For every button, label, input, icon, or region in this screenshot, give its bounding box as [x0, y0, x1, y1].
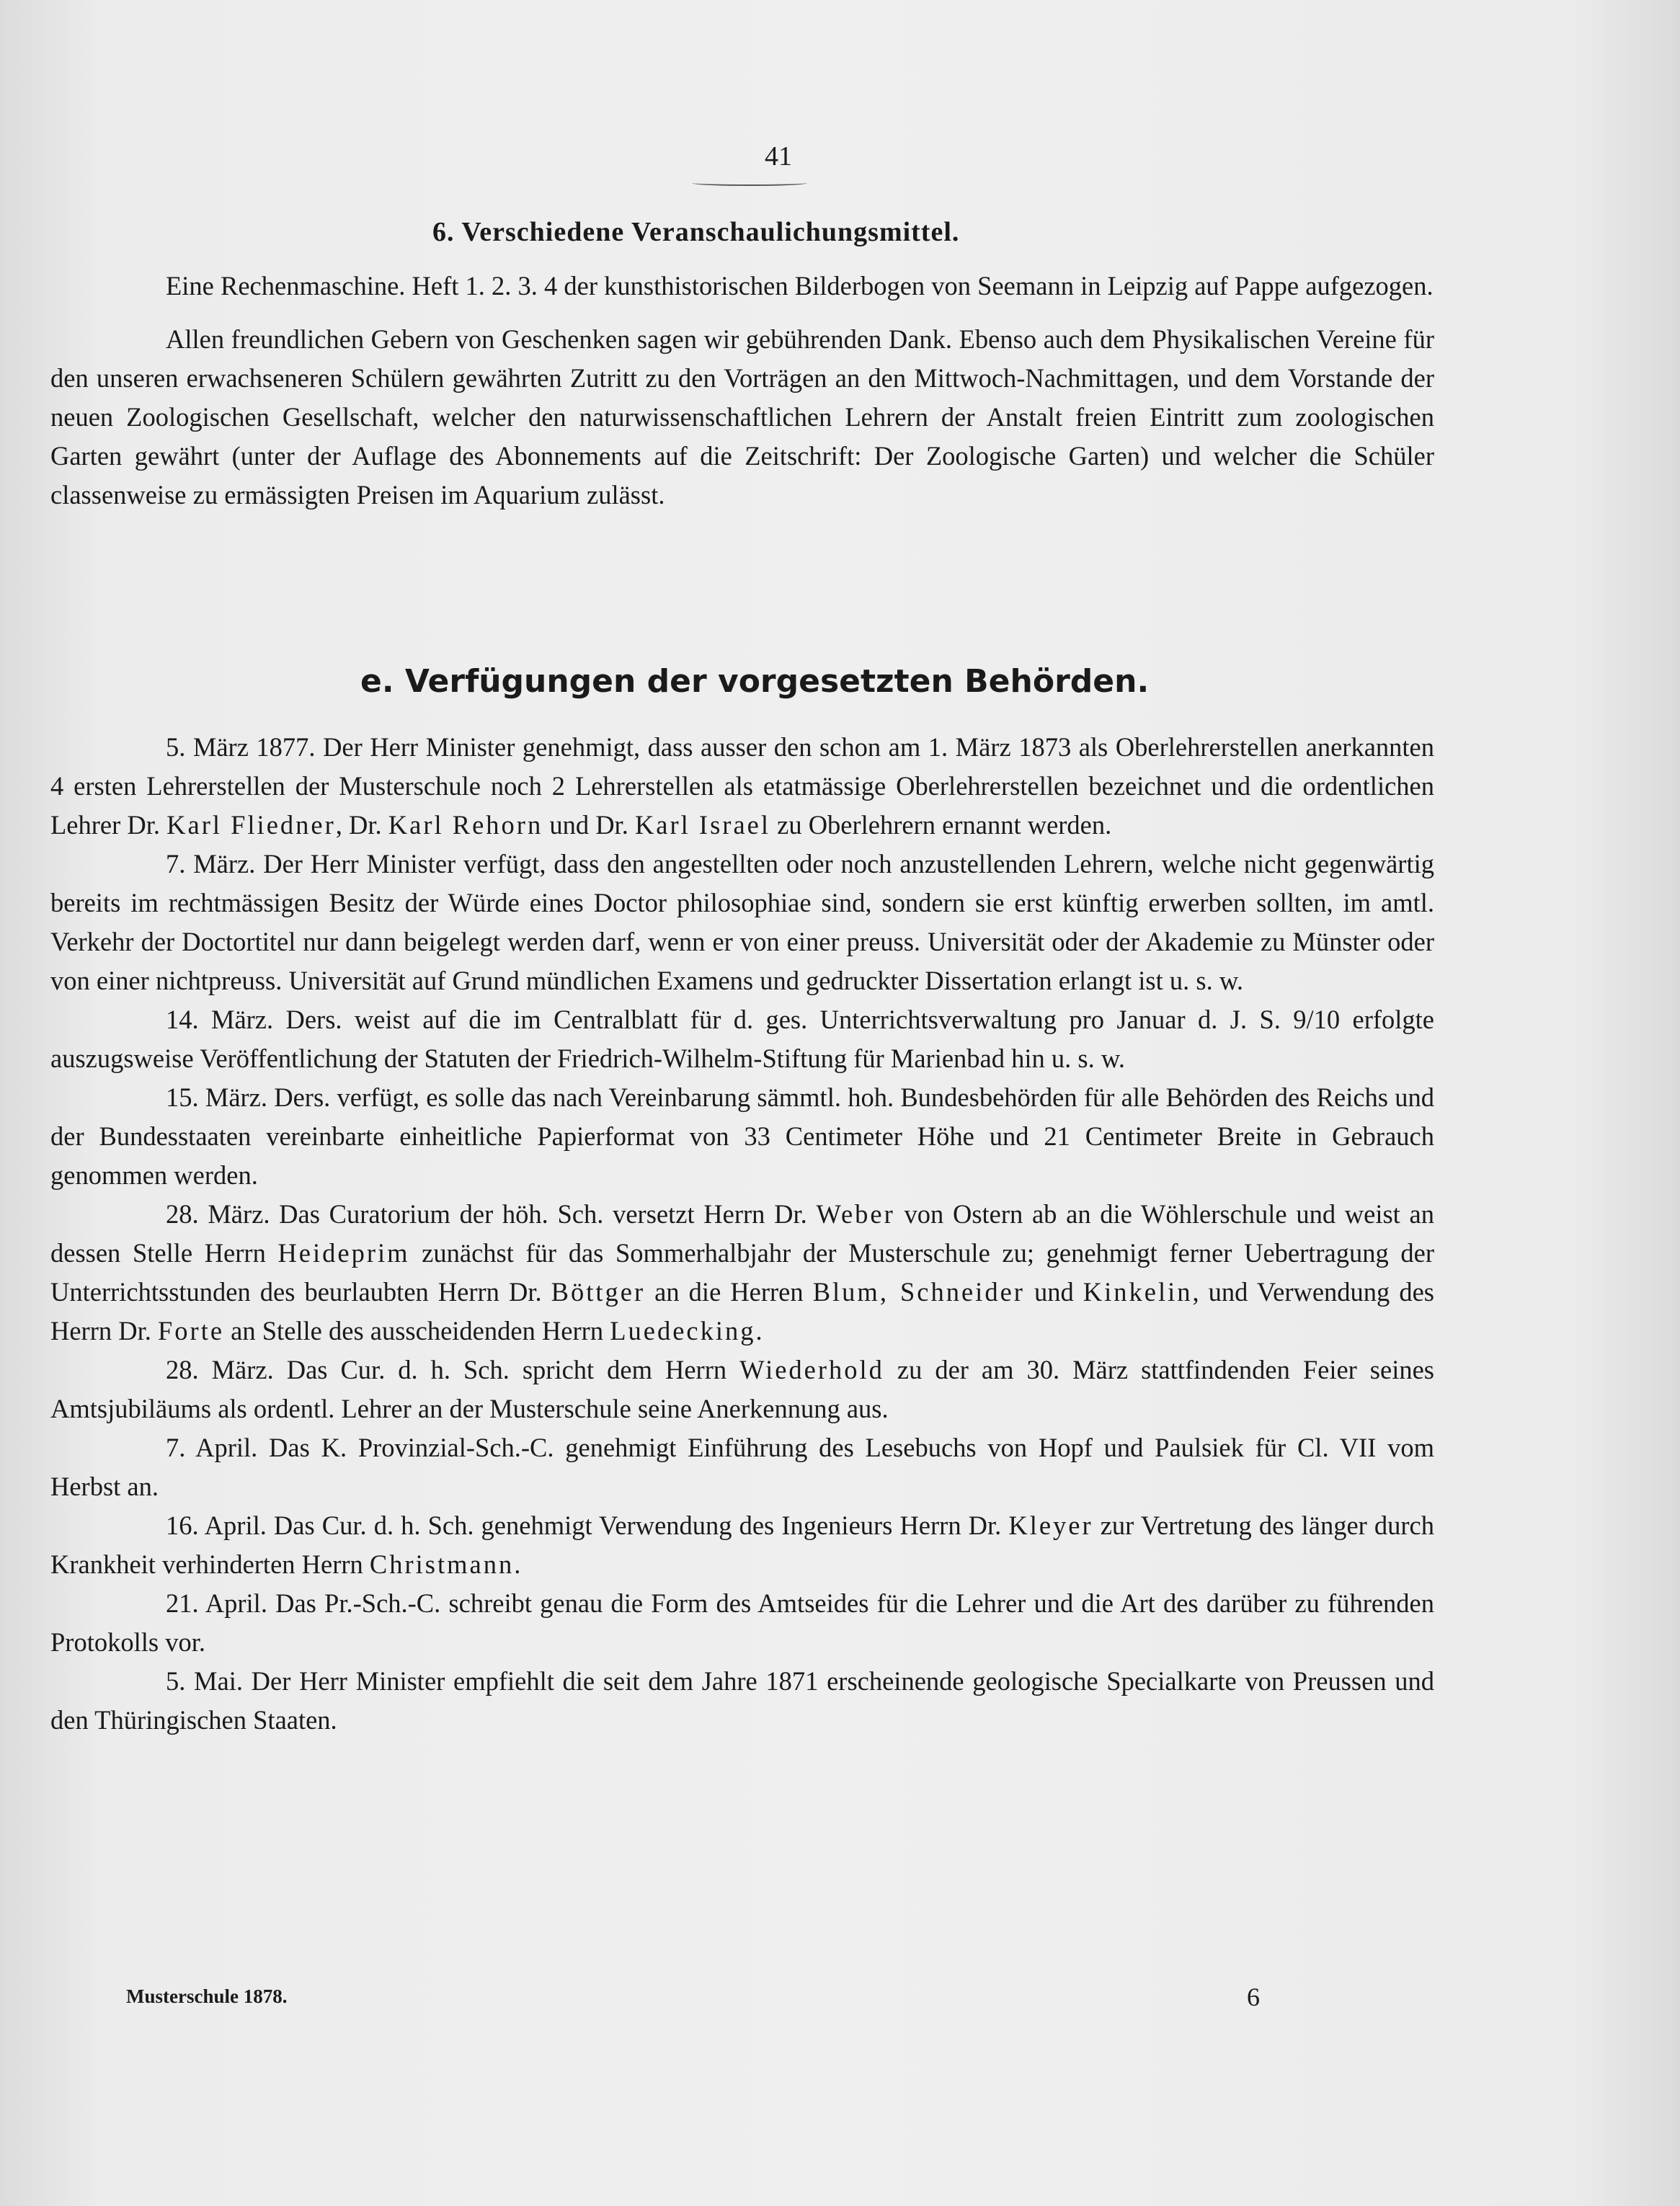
page-number: 41: [765, 141, 792, 172]
section-6-body: [50, 267, 1434, 515]
decree-entry: 15. März. Ders. verfügt, es solle das nach Vereinbarung sämmtl. hoh. Bundesbehörden für alle Behörden des Reichs und der Bundesstaaten vereinbarte einheitliche Papierformat von 33 Centimeter Höhe und 21 Centimeter Breite in Gebrauch genommen werden.: [50, 1082, 1434, 1190]
person-name: Forte: [158, 1316, 225, 1346]
person-name: Wiederhold: [739, 1355, 884, 1384]
person-name: Kinkelin: [1083, 1277, 1193, 1307]
decree-entry: 16. April. Das Cur. d. h. Sch. genehmigt Verwendung des Ingenieurs Herrn Dr. Kleyer zur Vertretung des länger durch Krankheit verhinderten Herrn Christmann.: [50, 1511, 1434, 1579]
footer-publication: Musterschule 1878.: [126, 1985, 288, 2007]
person-name: Blum, Schneider: [812, 1277, 1025, 1307]
section-e-body: [50, 728, 1434, 1740]
decree-entry: 7. März. Der Herr Minister verfügt, dass den angestellten oder noch anzustellenden Lehrern, welche nicht gegenwärtig bereits im rechtmässigen Besitz der Würde eines Doctor philosophiae sind, sondern sie erst künftig erwerben sollten, im amtl. Verkehr der Doctortitel nur dann beigelegt werden darf, wenn er von einer preuss. Universität oder der Akademie zu Münster oder von einer nichtpreuss. Universität auf Grund mündlichen Examens und gedruckter Dissertation erlangt ist u. s. w.: [50, 849, 1434, 995]
section-6-paragraph: Eine Rechenmaschine. Heft 1. 2. 3. 4 der kunsthistorischen Bilderbogen von Seemann in Leipzig auf Pappe aufgezogen.: [166, 271, 1434, 301]
decree-entry: 28. März. Das Curatorium der höh. Sch. versetzt Herrn Dr. Weber von Ostern ab an die Wöhlerschule und weist an dessen Stelle Herrn Heideprim zunächst für das Sommerhalbjahr der Musterschule zu; genehmigt ferner Uebertragung der Unterrichtsstunden des beurlaubten Herrn Dr. Böttger an die Herren Blum, Schneider und Kinkelin, und Verwendung des Herrn Dr. Forte an Stelle des ausscheidenden Herrn Luedecking.: [50, 1199, 1434, 1346]
person-name: Kleyer: [1008, 1511, 1093, 1540]
person-name: Karl Rehorn: [388, 810, 543, 840]
person-name: Karl Israel: [634, 810, 770, 840]
person-name: Christmann: [369, 1549, 515, 1579]
person-name: Karl Fliedner: [166, 810, 336, 840]
section-6-heading: 6. Verschiedene Veranschaulichungsmittel.: [432, 217, 960, 247]
section-6-paragraph: Allen freundlichen Gebern von Geschenken sagen wir gebührenden Dank. Ebenso auch dem Physikalischen Vereine für den unseren erwachseneren Schülern gewährten Zutritt zu den Vorträgen an den Mittwoch-Nachmittagen, und dem Vorstande der neuen Zoologischen Gesellschaft, welcher den naturwissenschaftlichen Lehrern der Anstalt freien Eintritt zum zoologischen Garten gewährt (unter der Auflage des Abonnements auf die Zeitschrift: Der Zoologische Garten) und welcher die Schüler classenweise zu ermässigten Preisen im Aquarium zulässt.: [50, 324, 1434, 510]
decree-entry: 21. April. Das Pr.-Sch.-C. schreibt genau die Form des Amtseides für die Lehrer und die Art des darüber zu führenden Protokolls vor.: [50, 1588, 1434, 1657]
decree-entry: 5. März 1877. Der Herr Minister genehmigt, dass ausser den schon am 1. März 1873 als Oberlehrerstellen anerkannten 4 ersten Lehrerstellen der Musterschule noch 2 Lehrerstellen als etatmässige Oberlehrerstellen bezeichnet und die ordentlichen Lehrer Dr. Karl Fliedner, Dr. Karl Rehorn und Dr. Karl Israel zu Oberlehrern ernannt werden.: [50, 732, 1434, 840]
footer-signature-mark: 6: [1247, 1983, 1260, 2011]
decree-entry: 14. März. Ders. weist auf die im Centralblatt für d. ges. Unterrichtsverwaltung pro Januar d. J. S. 9/10 erfolgte auszugsweise Veröffentlichung der Statuten der Friedrich-Wilhelm-Stiftung für Marienbad hin u. s. w.: [50, 1005, 1434, 1073]
person-name: Heideprim: [277, 1238, 410, 1268]
section-e-heading: e. Verfügungen der vorgesetzten Behörden.: [360, 663, 1150, 700]
decree-entry: 5. Mai. Der Herr Minister empfiehlt die seit dem Jahre 1871 erscheinende geologische Specialkarte von Preussen und den Thüringischen Staaten.: [50, 1666, 1434, 1735]
person-name: Weber: [816, 1199, 895, 1229]
person-name: Luedecking: [610, 1316, 756, 1346]
person-name: Böttger: [551, 1277, 646, 1307]
page-number-ornament: [692, 180, 807, 186]
decree-entry: 28. März. Das Cur. d. h. Sch. spricht dem Herrn Wiederhold zu der am 30. März stattfindenden Feier seines Amtsjubiläums als ordentl. Lehrer an der Musterschule seine Anerkennung aus.: [50, 1355, 1434, 1423]
decree-entry: 7. April. Das K. Provinzial-Sch.-C. genehmigt Einführung des Lesebuchs von Hopf und Paulsiek für Cl. VII vom Herbst an.: [50, 1433, 1434, 1501]
